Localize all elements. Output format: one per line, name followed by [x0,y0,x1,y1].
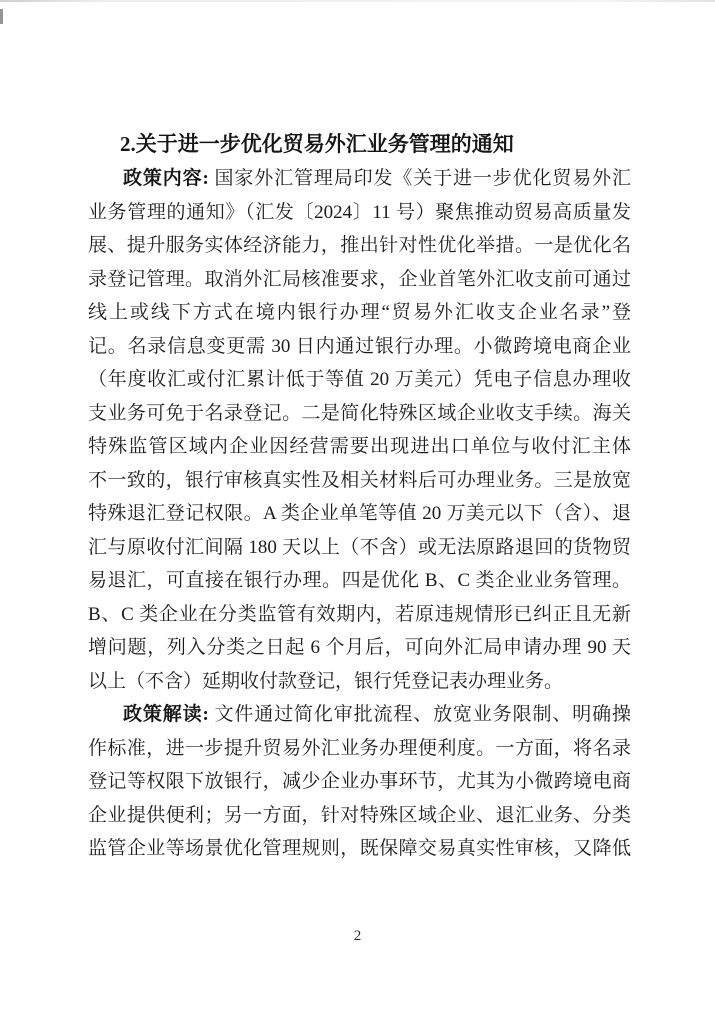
text-line: 展、提升服务实体经济能力，推出针对性优化举措。一是优化名 [88,235,631,256]
text-line: 汇与原收付汇间隔 180 天以上（不含）或无法原路退回的货物贸 [88,536,631,558]
section-title: 2.关于进一步优化贸易外汇业务管理的通知 [120,132,514,156]
text-line: 企业提供便利；另一方面，针对特殊区域企业、退汇业务、分类 [88,804,631,826]
text-line: 易退汇，可直接在银行办理。四是优化 B、C 类企业业务管理。 [88,570,631,591]
text-line: 政策解读: 文件通过简化审批流程、放宽业务限制、明确操 [123,704,631,725]
scan-artifact [0,9,3,24]
text-line: （年度收汇或付汇累计低于等值 20 万美元）凭电子信息办理收 [88,369,631,390]
paragraphs-container [88,162,631,866]
text-line: 以上（不含）延期收付款登记，银行凭登记表办理业务。 [88,670,564,692]
text-line: 特殊退汇登记权限。A 类企业单笔等值 20 万美元以下（含）、退 [88,503,631,524]
text-line: 记。名录信息变更需 30 日内通过银行办理。小微跨境电商企业 [88,335,631,357]
text-line: B、C 类企业在分类监管有效期内，若原违规情形已纠正且无新 [88,603,631,625]
text-line: 作标准，进一步提升贸易外汇业务办理便利度。一方面，将名录 [88,737,631,759]
text-line: 业务管理的通知》（汇发〔2024〕11 号）聚焦推动贸易高质量发 [88,201,631,223]
text-line: 特殊监管区域内企业因经营需要出现进出口单位与收付汇主体 [88,436,631,457]
text-line: 增问题，列入分类之日起 6 个月后，可向外汇局申请办理 90 天 [88,637,631,658]
text-line: 支业务可免于名录登记。二是简化特殊区域企业收支手续。海关 [88,402,631,424]
text-line: 登记等权限下放银行，减少企业办事环节，尤其为小微跨境电商 [88,771,631,792]
paragraph-lead-label: 政策解读: [123,704,209,725]
text-line: 监管企业等场景优化管理规则，既保障交易真实性审核，又降低 [88,838,631,859]
paragraph-lead-label: 政策内容: [123,168,209,189]
text-line: 录登记管理。取消外汇局核准要求，企业首笔外汇收支前可通过 [88,268,631,290]
text-line: 不一致的，银行审核真实性及相关材料后可办理业务。三是放宽 [88,469,631,491]
page-number: 2 [353,928,362,944]
document-body [88,126,631,866]
page-footer [0,927,715,945]
text-line: 线上或线下方式在境内银行办理“贸易外汇收支企业名录”登 [88,302,631,323]
text-line: 政策内容: 国家外汇管理局印发《关于进一步优化贸易外汇 [123,168,631,189]
